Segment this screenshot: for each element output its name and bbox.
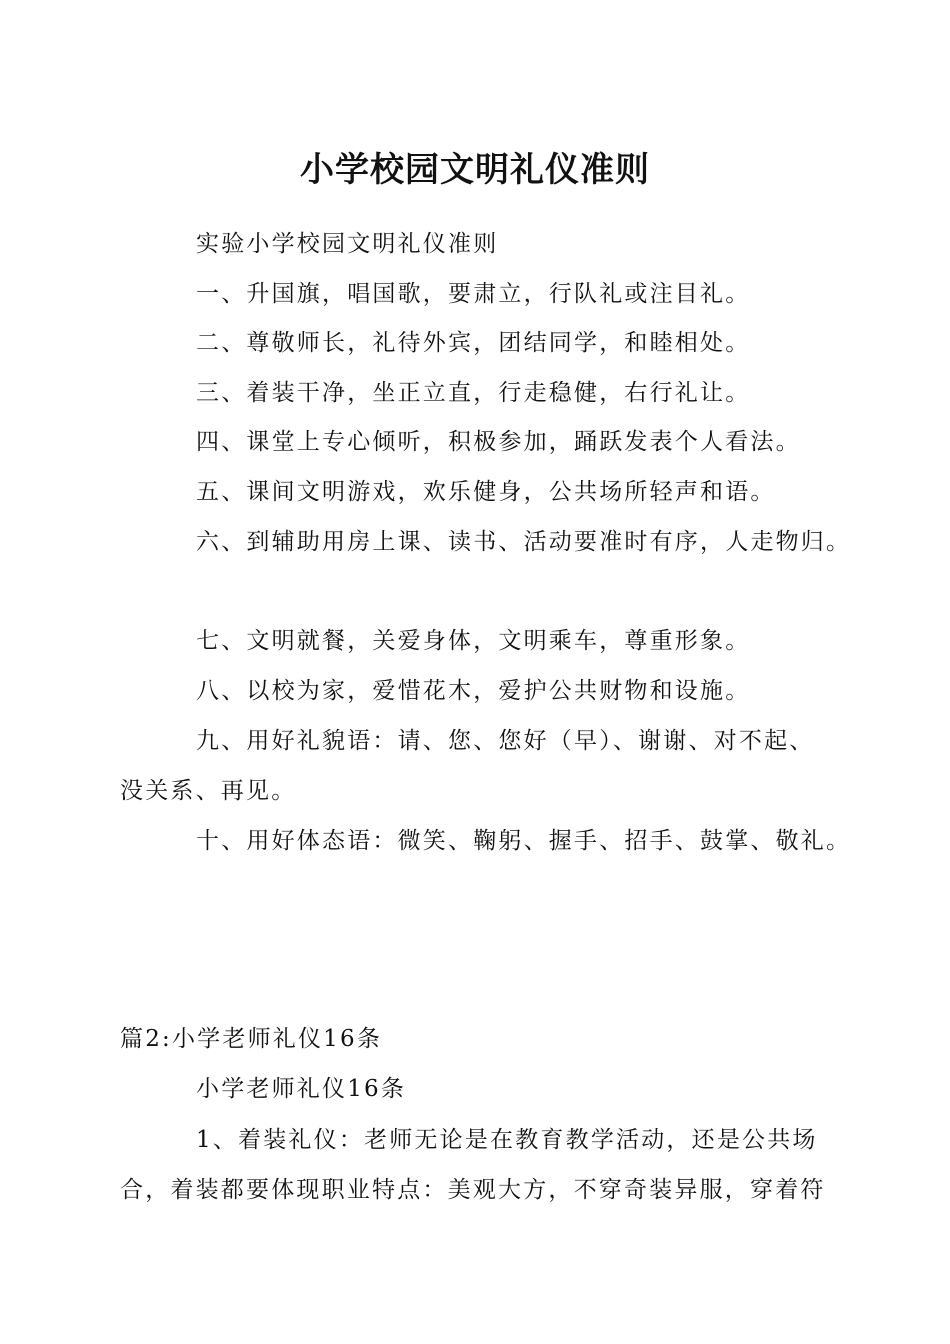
paragraph-line: 合，着装都要体现职业特点：美观大方，不穿奇装异服，穿着符 [120,1177,826,1203]
rule-item: 一、升国旗，唱国歌，要肃立，行队礼或注目礼。 [196,281,751,307]
rule-item: 五、课间文明游戏，欢乐健身，公共场所轻声和语。 [196,479,776,505]
section-subtitle: 实验小学校园文明礼仪准则 [196,231,499,257]
rule-item: 六、到辅助用房上课、读书、活动要准时有序，人走物归。 [196,529,852,555]
rule-item: 四、课堂上专心倾听，积极参加，踊跃发表个人看法。 [196,429,801,455]
section-subtitle: 小学老师礼仪16条 [196,1076,407,1102]
rule-item: 九、用好礼貌语：请、您、您好（早）、谢谢、对不起、 [196,728,815,754]
rule-item: 三、着装干净，坐正立直，行走稳健，右行礼让。 [196,380,751,406]
rule-item-continuation: 没关系、再见。 [120,778,297,804]
section-heading: 篇2:小学老师礼仪16条 [120,1026,383,1052]
rule-item: 二、尊敬师长，礼待外宾，团结同学，和睦相处。 [196,330,751,356]
rule-item: 七、文明就餐，关爱身体，文明乘车，尊重形象。 [196,628,751,654]
document-title: 小学校园文明礼仪准则 [300,150,650,190]
rule-item: 八、以校为家，爱惜花木，爱护公共财物和设施。 [196,678,751,704]
rule-item: 十、用好体态语：微笑、鞠躬、握手、招手、鼓掌、敬礼。 [196,828,852,854]
paragraph-line: 1、着装礼仪：老师无论是在教育教学活动，还是公共场 [196,1127,818,1153]
